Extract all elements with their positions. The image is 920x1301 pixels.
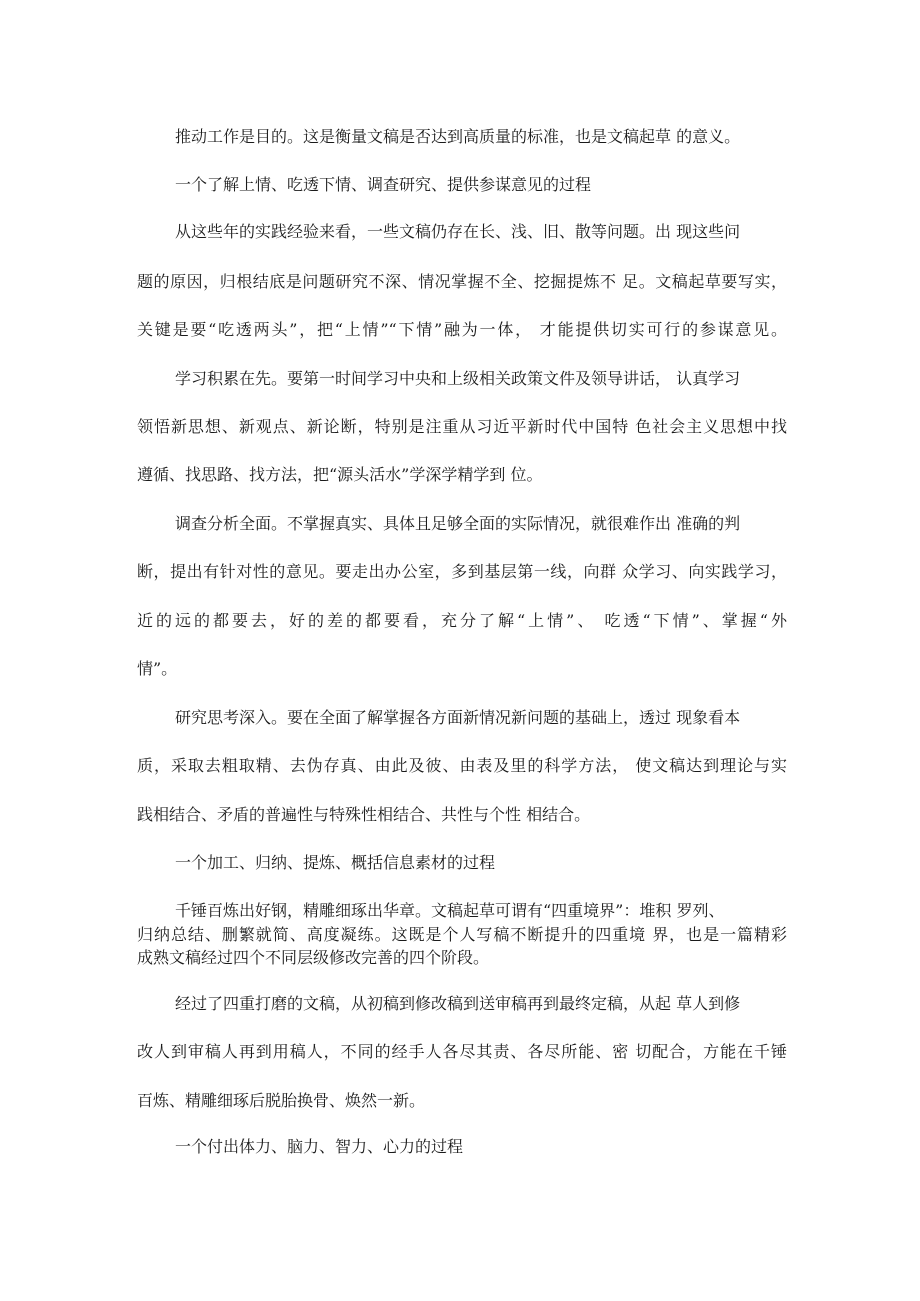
section-heading: 一个了解上情、吃透下情、调查研究、提供参谋意见的过程 bbox=[175, 175, 592, 194]
paragraph-line: 关键是要“吃透两头”，把“上情”“下情”融为一体， 才能提供切实可行的参谋意见。 bbox=[137, 320, 787, 339]
paragraph-line: 推动工作是目的。这是衡量文稿是否达到高质量的标准，也是文稿起草 的意义。 bbox=[175, 127, 741, 146]
paragraph-line: 学习积累在先。要第一时间学习中央和上级相关政策文件及领导讲话， 认真学习 bbox=[175, 369, 741, 388]
paragraph-line: 领悟新思想、新观点、新论断，特别是注重从习近平新时代中国特 色社会主义思想中找 bbox=[137, 417, 787, 436]
paragraph-line: 近的远的都要去，好的差的都要看，充分了解“上情”、 吃透“下情”、掌握“外 bbox=[137, 611, 787, 630]
section-heading: 一个付出体力、脑力、智力、心力的过程 bbox=[175, 1137, 464, 1156]
paragraph-line: 题的原因，归根结底是问题研究不深、情况掌握不全、挖掘提炼不 足。文稿起草要写实， bbox=[137, 272, 787, 291]
paragraph-line: 践相结合、矛盾的普遍性与特殊性相结合、共性与个性 相结合。 bbox=[137, 805, 591, 824]
paragraph-line: 遵循、找思路、找方法，把“源头活水”学深学精学到 位。 bbox=[137, 465, 543, 484]
paragraph-line: 调查分析全面。不掌握真实、具体且足够全面的实际情况，就很难作出 准确的判 bbox=[175, 514, 741, 533]
document-page bbox=[137, 0, 787, 1301]
paragraph-line: 百炼、精雕细琢后脱胎换骨、焕然一新。 bbox=[137, 1091, 426, 1110]
paragraph-line: 千锤百炼出好钢，精雕细琢出华章。文稿起草可谓有“四重境界”：堆积 罗列、 bbox=[175, 901, 725, 920]
paragraph-line: 经过了四重打磨的文稿，从初稿到修改稿到送审稿再到最终定稿，从起 草人到修 bbox=[175, 994, 741, 1013]
paragraph-line: 改人到审稿人再到用稿人，不同的经手人各尽其责、各尽所能、密 切配合，方能在千锤 bbox=[137, 1042, 787, 1061]
paragraph-line: 研究思考深入。要在全面了解掌握各方面新情况新问题的基础上，透过 现象看本 bbox=[175, 708, 741, 727]
paragraph-line: 质，采取去粗取精、去伪存真、由此及彼、由表及里的科学方法， 使文稿达到理论与实 bbox=[137, 756, 787, 775]
section-heading: 一个加工、归纳、提炼、概括信息素材的过程 bbox=[175, 853, 496, 872]
paragraph-line: 从这些年的实践经验来看，一些文稿仍存在长、浅、旧、散等问题。出 现这些问 bbox=[175, 222, 741, 241]
paragraph-line: 成熟文稿经过四个不同层级修改完善的四个阶段。 bbox=[137, 948, 490, 967]
paragraph-line: 情”。 bbox=[137, 659, 178, 678]
paragraph-line: 断，提出有针对性的意见。要走出办公室，多到基层第一线，向群 众学习、向实践学习， bbox=[137, 562, 787, 581]
paragraph-line: 归纳总结、删繁就简、高度凝练。这既是个人写稿不断提升的四重境 界，也是一篇精彩 bbox=[137, 925, 787, 944]
